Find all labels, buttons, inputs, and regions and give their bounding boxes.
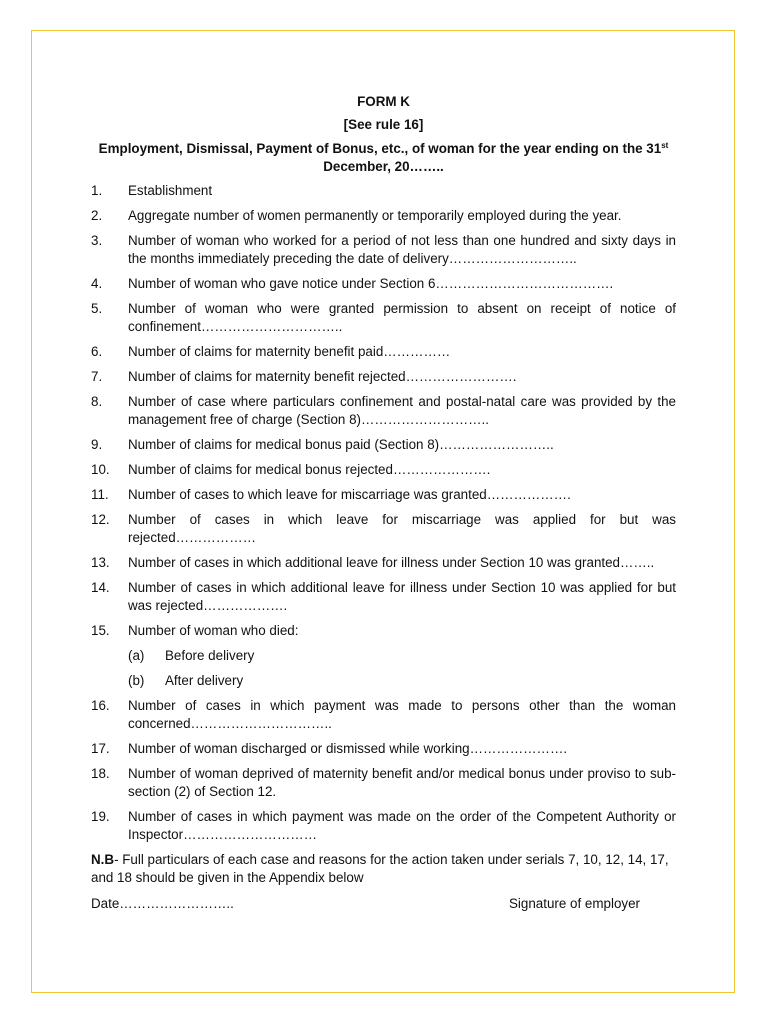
- list-item: [91, 697, 676, 733]
- item-number: 18.: [91, 766, 110, 781]
- signature-row: [91, 895, 676, 913]
- item-text: Number of woman who worked for a period of not less than one hundred and sixty days in the months immediately preceding the date of delivery………………………..: [128, 233, 676, 266]
- item-text: Number of cases in which payment was made on the order of the Competent Authority or Inspector…………………………: [128, 809, 676, 842]
- heading-tail: December, 20……..: [323, 159, 444, 174]
- item-number: 17.: [91, 741, 110, 756]
- item-number: 19.: [91, 809, 110, 824]
- rule-reference: [See rule 16]: [343, 117, 424, 132]
- date-field: Date……………………..: [91, 896, 234, 911]
- item-text: Number of cases in which payment was made to persons other than the woman concerned…………………………..: [128, 698, 676, 731]
- nb-label: N.B: [91, 852, 115, 867]
- item-number: 5.: [91, 301, 103, 316]
- item-number: 2.: [91, 208, 103, 223]
- item-number: 4.: [91, 276, 103, 291]
- item-text: Number of cases to which leave for miscarriage was granted……………….: [128, 487, 571, 502]
- item-number: 14.: [91, 580, 110, 595]
- heading-superscript: st: [661, 141, 669, 150]
- list-item: [91, 622, 676, 640]
- form-heading: [91, 140, 676, 176]
- item-number: 15.: [91, 623, 110, 638]
- item-number: 10.: [91, 462, 110, 477]
- item-number: 9.: [91, 437, 103, 452]
- list-item: [91, 579, 676, 615]
- item-text: Number of woman who gave notice under Section 6………………………………….: [128, 276, 614, 291]
- item-number: 11.: [91, 487, 109, 502]
- item-text: Number of claims for medical bonus rejected………………….: [128, 462, 491, 477]
- item-number: 7.: [91, 369, 103, 384]
- sub-item-text: Before delivery: [165, 648, 255, 663]
- list-item: [91, 232, 676, 268]
- item-text: Establishment: [128, 183, 213, 198]
- item-text: Number of woman who died:: [128, 623, 299, 638]
- item-text: Number of woman who were granted permission to absent on receipt of notice of confinement…………………………..: [128, 301, 676, 334]
- item-text: Number of woman deprived of maternity benefit and/or medical bonus under proviso to sub-section (2) of Section 12.: [128, 766, 676, 799]
- item-text: Number of woman discharged or dismissed while working………………….: [128, 741, 568, 756]
- sub-item-label: (b): [128, 673, 145, 688]
- item-text: Number of cases in which leave for miscarriage was applied for but was rejected………………: [128, 512, 676, 545]
- list-item: [91, 461, 676, 479]
- item-number: 13.: [91, 555, 110, 570]
- nb-text: - Full particulars of each case and reasons for the action taken under serials 7, 10, 12, 14, 17, and 18 should be given in the Appendix below: [91, 852, 669, 885]
- item-number: 16.: [91, 698, 110, 713]
- item-text: Number of cases in which additional leave for illness under Section 10 was applied for but was rejected……………….: [128, 580, 676, 613]
- item-number: 1.: [91, 183, 103, 198]
- item-text: Aggregate number of women permanently or temporarily employed during the year.: [128, 208, 622, 223]
- list-item: [91, 486, 676, 504]
- list-item: [91, 511, 676, 547]
- list-item: [91, 765, 676, 801]
- list-item: [91, 343, 676, 361]
- employer-signature: Signature of employer: [509, 896, 641, 911]
- list-item: [91, 393, 676, 429]
- list-item: [91, 808, 676, 844]
- item-number: 8.: [91, 394, 103, 409]
- item-number: 6.: [91, 344, 103, 359]
- item-text: Number of claims for medical bonus paid (Section 8)……………………..: [128, 437, 554, 452]
- form-title: FORM K: [357, 94, 410, 109]
- sub-item-text: After delivery: [165, 673, 244, 688]
- list-item: [91, 182, 676, 200]
- list-item: [91, 300, 676, 336]
- item-text: Number of claims for maternity benefit rejected…………………….: [128, 369, 517, 384]
- list-item: [91, 554, 676, 572]
- sub-item-label: (a): [128, 648, 145, 663]
- item-text: Number of case where particulars confinement and postal-natal care was provided by the management free of charge (Section 8)………………………..: [128, 394, 676, 427]
- item-text: Number of cases in which additional leave for illness under Section 10 was granted……..: [128, 555, 655, 570]
- heading-main: Employment, Dismissal, Payment of Bonus, etc., of woman for the year ending on the 31: [98, 141, 662, 156]
- item-number: 12.: [91, 512, 110, 527]
- item-text: Number of claims for maternity benefit paid……………: [128, 344, 451, 359]
- list-item: [91, 740, 676, 758]
- list-item: [91, 436, 676, 454]
- list-item: [91, 368, 676, 386]
- sub-item: [128, 647, 676, 665]
- sub-item: [128, 672, 676, 690]
- list-item: [91, 275, 676, 293]
- item-number: 3.: [91, 233, 103, 248]
- form-document: [91, 93, 676, 913]
- list-item: [91, 207, 676, 225]
- nb-note: [91, 851, 676, 887]
